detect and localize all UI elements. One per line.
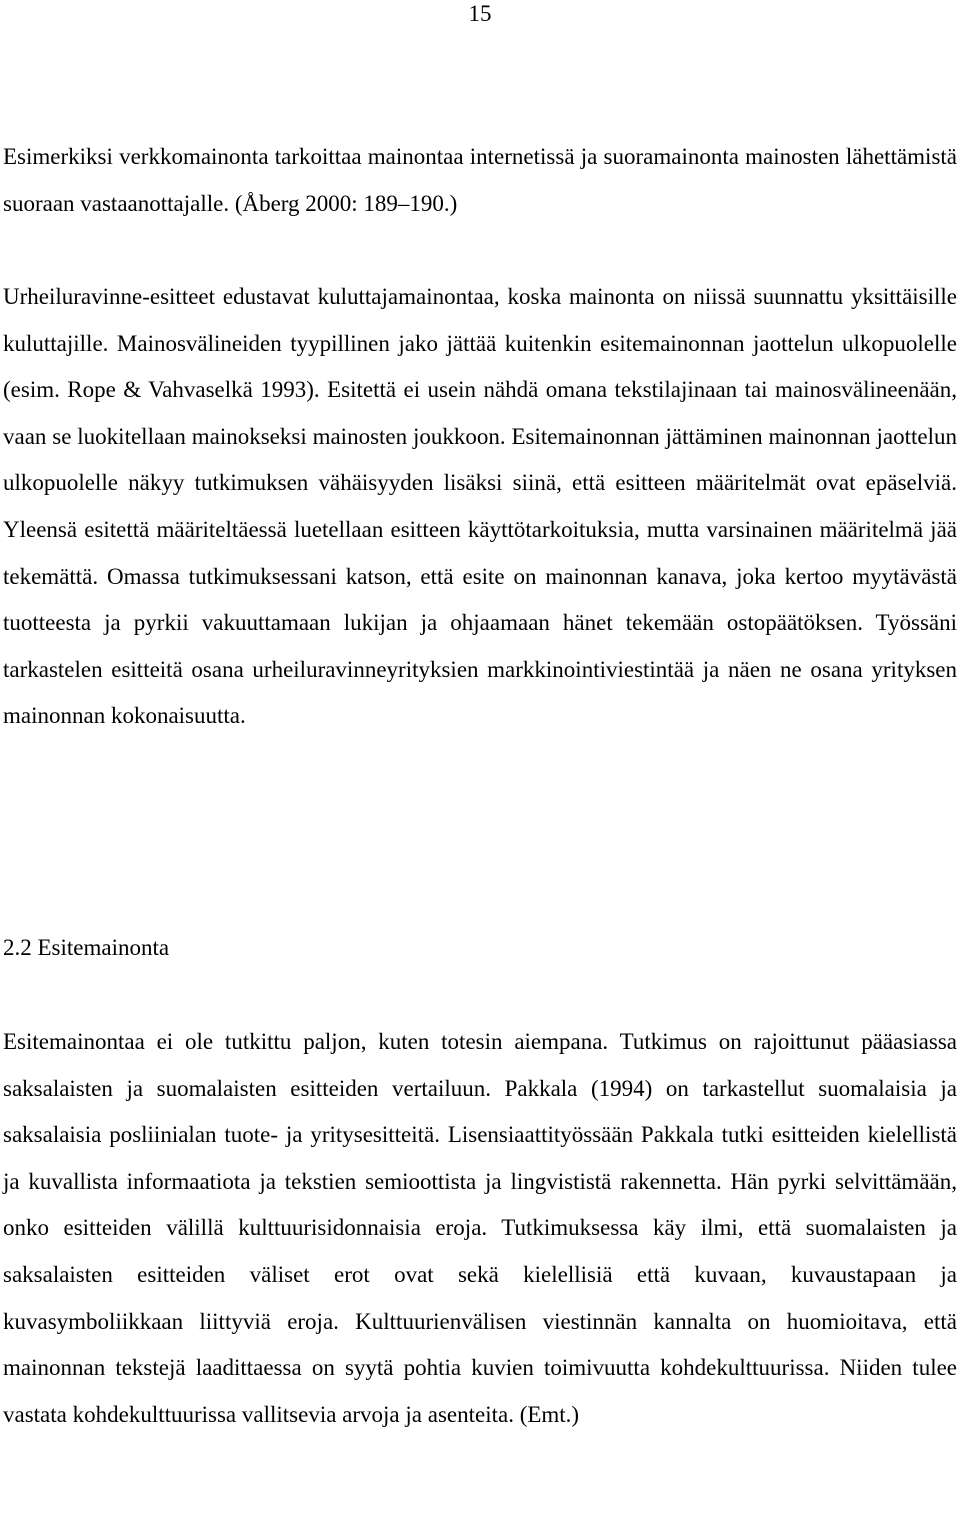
paragraph-section-body: Esitemainontaa ei ole tutkittu paljon, kuten totesin aiempana. Tutkimus on rajoittunut pääasiassa saksalaisten ja suomalaisten esitteiden vertailuun. Pakkala (1994) on tarkastellut suomalaisia ja saksalaisia posliinialan tuote- ja yritysesitteitä. Lisensiaattityössään Pakkala tutki esitteiden kielellistä ja kuvallista informaatiota ja tekstien semioottista ja lingvististä rakennetta. Hän pyrki selvittämään, onko esitteiden välillä kulttuurisidonnaisia eroja. Tutkimuksessa käy ilmi, että suomalaisten ja saksalaisten esitteiden väliset erot ovat sekä kielellisiä että kuvaan, kuvaustapaan ja kuvasymboliikkaan liittyviä eroja. Kulttuurienvälisen viestinnän kannalta on huomioitava, että mainonnan tekstejä laadittaessa on syytä pohtia kuvien toimivuutta kohdekulttuurissa. Niiden tulee vastata kohdekulttuurissa vallitsevia arvoja ja asenteita. (Emt.) bbox=[3, 1029, 957, 1427]
section-heading: 2.2 Esitemainonta bbox=[3, 935, 170, 960]
page-number: 15 bbox=[468, 1, 492, 26]
paragraph-brochure-advertising: Urheiluravinne-esitteet edustavat kuluttajamainontaa, koska mainonta on niissä suunnattu yksittäisille kuluttajille. Mainosvälineiden tyypillinen jako jättää kuitenkin esitemainonnan jaottelun ulkopuolelle (esim. Rope & Vahvaselkä 1993). Esitettä ei usein nähdä omana tekstilajinaan tai mainosvälineenään, vaan se luokitellaan mainokseksi mainosten joukkoon. Esitemainonnan jättäminen mainonnan jaottelun ulkopuolelle näkyy tutkimuksen vähäisyyden lisäksi siinä, että esitteen määritelmät ovat epäselviä. Yleensä esitettä määriteltäessä luetellaan esitteen käyttötarkoituksia, mutta varsinainen määritelmä jää tekemättä. Omassa tutkimuksessani katson, että esite on mainonnan kanava, joka kertoo myytävästä tuotteesta ja pyrkii vakuuttamaan lukijan ja ohjaamaan hänet tekemään ostopäätöksen. Työssäni tarkastelen esitteitä osana urheiluravinneyrityksien markkinointiviestintää ja näen ne osana yrityksen mainonnan kokonaisuutta. bbox=[3, 284, 957, 729]
paragraph-intro: Esimerkiksi verkkomainonta tarkoittaa mainontaa internetissä ja suoramainonta mainosten lähettämistä suoraan vastaanottajalle. (Åberg 2000: 189–190.) bbox=[3, 144, 957, 216]
